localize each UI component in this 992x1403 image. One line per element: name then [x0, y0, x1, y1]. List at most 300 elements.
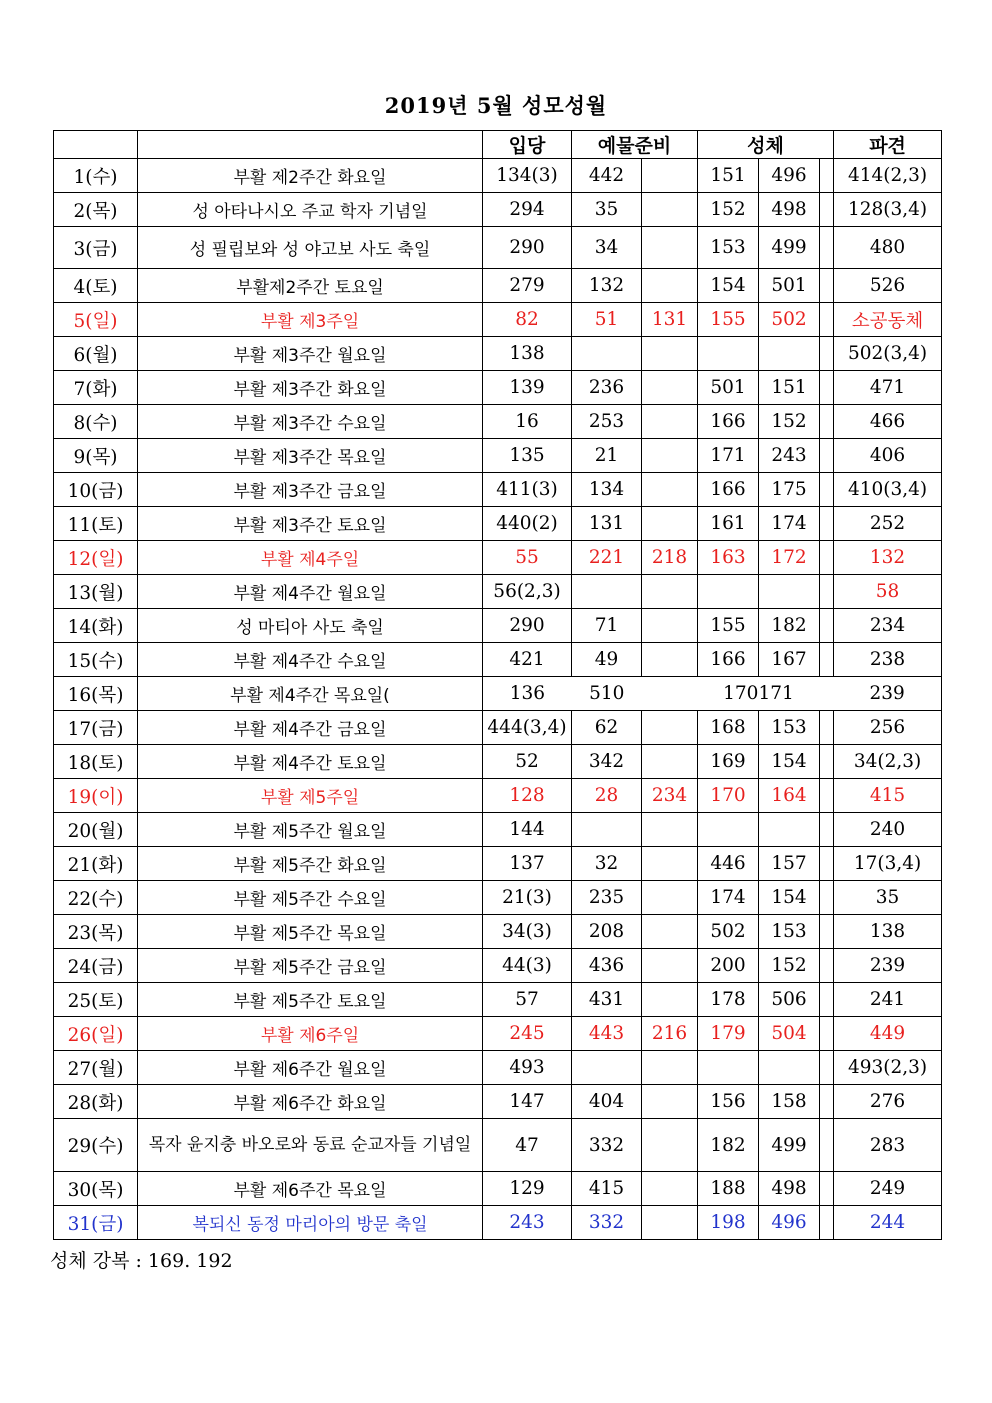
cell-name: 부활 제3주간 금요일 [138, 473, 483, 507]
cell-pagyeon: 471 [834, 371, 942, 405]
cell-seongche-2: 502 [759, 303, 820, 337]
cell-seongche-2: 243 [759, 439, 820, 473]
cell-yemul-2 [642, 1206, 698, 1240]
cell-yemul-2: 131 [642, 303, 698, 337]
cell-ipdang: 444(3,4) [483, 711, 572, 745]
cell-seongche-2: 172 [759, 541, 820, 575]
cell-seongche-2: 151 [759, 371, 820, 405]
cell-day: 23(목) [54, 915, 138, 949]
cell-seongche-2: 153 [759, 915, 820, 949]
cell-yemul-2 [642, 227, 698, 269]
cell-g: 239 [869, 683, 905, 704]
cell-seongche-2 [759, 337, 820, 371]
cell-ipdang: 44(3) [483, 949, 572, 983]
cell-pagyeon: 138 [834, 915, 942, 949]
cell-yemul-2 [642, 643, 698, 677]
cell-name: 부활 제3주간 목요일 [138, 439, 483, 473]
cell-ipdang: 245 [483, 1017, 572, 1051]
cell-pagyeon: 256 [834, 711, 942, 745]
cell-seongche-2: 175 [759, 473, 820, 507]
hymn-schedule-table [53, 130, 942, 1240]
cell-day: 13(월) [54, 575, 138, 609]
cell-yemul-2 [642, 1051, 698, 1085]
cell-yemul-1: 49 [572, 643, 642, 677]
cell-seongche-2: 496 [759, 159, 820, 193]
cell-name: 목자 윤지충 바오로와 동료 순교자들 기념일 [138, 1119, 483, 1172]
cell-yemul-2: 216 [642, 1017, 698, 1051]
cell-yemul-2: 218 [642, 541, 698, 575]
cell-seongche-1: 155 [698, 303, 759, 337]
cell-spacer [820, 303, 834, 337]
table-row [54, 847, 942, 881]
cell-name: 부활 제4주간 토요일 [138, 745, 483, 779]
cell-yemul-1: 332 [572, 1206, 642, 1240]
cell-yemul-1: 134 [572, 473, 642, 507]
cell-pagyeon: 35 [834, 881, 942, 915]
table-row [54, 575, 942, 609]
cell-ipdang: 411(3) [483, 473, 572, 507]
cell-pagyeon: 414(2,3) [834, 159, 942, 193]
table-row [54, 711, 942, 745]
table-row [54, 609, 942, 643]
cell-spacer [820, 779, 834, 813]
cell-spacer [820, 439, 834, 473]
cell-pagyeon: 17(3,4) [834, 847, 942, 881]
cell-yemul-1: 221 [572, 541, 642, 575]
cell-seongche-2: 499 [759, 227, 820, 269]
cell-yemul-2: 234 [642, 779, 698, 813]
cell-pagyeon: 249 [834, 1172, 942, 1206]
cell-ipdang: 279 [483, 269, 572, 303]
cell-name: 부활 제4주간 목요일( [138, 677, 483, 711]
cell-ipdang: 421 [483, 643, 572, 677]
cell-day: 1(수) [54, 159, 138, 193]
cell-yemul-1: 208 [572, 915, 642, 949]
cell-merged-values [483, 677, 942, 711]
cell-name: 부활 제3주간 월요일 [138, 337, 483, 371]
table-row [54, 1206, 942, 1240]
cell-pagyeon: 132 [834, 541, 942, 575]
cell-name: 부활 제5주간 수요일 [138, 881, 483, 915]
cell-ipdang: 129 [483, 1172, 572, 1206]
cell-ipdang: 56(2,3) [483, 575, 572, 609]
cell-spacer [820, 507, 834, 541]
cell-spacer [820, 609, 834, 643]
cell-seongche-1 [698, 575, 759, 609]
table-row [54, 303, 942, 337]
cell-spacer [820, 1206, 834, 1240]
cell-name: 부활제2주간 토요일 [138, 269, 483, 303]
cell-ipdang: 243 [483, 1206, 572, 1240]
cell-pagyeon: 283 [834, 1119, 942, 1172]
cell-seongche-1: 166 [698, 405, 759, 439]
cell-yemul-2 [642, 609, 698, 643]
cell-b: 510 [589, 683, 625, 704]
cell-a: 136 [509, 683, 546, 704]
cell-spacer [820, 1051, 834, 1085]
cell-pagyeon: 244 [834, 1206, 942, 1240]
cell-name: 부활 제5주일 [138, 779, 483, 813]
cell-seongche-2: 504 [759, 1017, 820, 1051]
cell-pagyeon: 240 [834, 813, 942, 847]
table-row [54, 159, 942, 193]
cell-seongche-1: 151 [698, 159, 759, 193]
cell-day: 25(토) [54, 983, 138, 1017]
cell-yemul-2 [642, 949, 698, 983]
cell-seongche-1: 502 [698, 915, 759, 949]
cell-ipdang: 138 [483, 337, 572, 371]
cell-pagyeon: 480 [834, 227, 942, 269]
cell-ipdang: 128 [483, 779, 572, 813]
cell-pagyeon: 234 [834, 609, 942, 643]
cell-seongche-2: 182 [759, 609, 820, 643]
cell-spacer [820, 1172, 834, 1206]
cell-name: 부활 제4주간 금요일 [138, 711, 483, 745]
cell-day: 14(화) [54, 609, 138, 643]
cell-ipdang: 16 [483, 405, 572, 439]
cell-name: 부활 제5주간 목요일 [138, 915, 483, 949]
cell-yemul-1: 436 [572, 949, 642, 983]
cell-spacer [820, 269, 834, 303]
table-row [54, 337, 942, 371]
cell-day: 30(목) [54, 1172, 138, 1206]
cell-yemul-2 [642, 473, 698, 507]
cell-name: 부활 제6주간 월요일 [138, 1051, 483, 1085]
footer-note: 성체 강복 : 169. 192 [50, 1250, 233, 1272]
cell-yemul-1: 21 [572, 439, 642, 473]
cell-seongche-2: 174 [759, 507, 820, 541]
cell-yemul-1: 332 [572, 1119, 642, 1172]
cell-day: 21(화) [54, 847, 138, 881]
cell-name: 부활 제3주간 수요일 [138, 405, 483, 439]
table-row [54, 1017, 942, 1051]
cell-spacer [820, 881, 834, 915]
cell-yemul-1: 342 [572, 745, 642, 779]
cell-seongche-2: 153 [759, 711, 820, 745]
table-row [54, 541, 942, 575]
cell-seongche-1: 155 [698, 609, 759, 643]
cell-spacer [820, 371, 834, 405]
cell-spacer [820, 847, 834, 881]
table-row [54, 405, 942, 439]
cell-spacer [820, 1017, 834, 1051]
cell-day: 3(금) [54, 227, 138, 269]
cell-yemul-2 [642, 1172, 698, 1206]
cell-ipdang: 55 [483, 541, 572, 575]
cell-ipdang: 493 [483, 1051, 572, 1085]
cell-pagyeon: 493(2,3) [834, 1051, 942, 1085]
table-row [54, 779, 942, 813]
cell-yemul-2 [642, 159, 698, 193]
cell-seongche-2 [759, 813, 820, 847]
cell-seongche-1: 169 [698, 745, 759, 779]
cell-ipdang: 290 [483, 227, 572, 269]
cell-name: 부활 제4주일 [138, 541, 483, 575]
cell-name: 복되신 동정 마리아의 방문 축일 [138, 1206, 483, 1240]
cell-seongche-2: 154 [759, 881, 820, 915]
cell-seongche-1: 182 [698, 1119, 759, 1172]
cell-seongche-1: 152 [698, 193, 759, 227]
cell-yemul-2 [642, 371, 698, 405]
cell-seongche-2 [759, 1051, 820, 1085]
cell-pagyeon: 276 [834, 1085, 942, 1119]
cell-seongche-1: 168 [698, 711, 759, 745]
cell-yemul-2 [642, 1119, 698, 1172]
cell-yemul-1: 71 [572, 609, 642, 643]
cell-spacer [820, 337, 834, 371]
cell-yemul-1 [572, 813, 642, 847]
cell-seongche-1: 163 [698, 541, 759, 575]
cell-spacer [820, 405, 834, 439]
cell-yemul-2 [642, 507, 698, 541]
cell-name: 부활 제5주간 토요일 [138, 983, 483, 1017]
cell-yemul-2 [642, 983, 698, 1017]
cell-name: 부활 제5주간 금요일 [138, 949, 483, 983]
cell-yemul-1: 443 [572, 1017, 642, 1051]
cell-seongche-2: 152 [759, 405, 820, 439]
table-row [54, 983, 942, 1017]
header-row [54, 131, 942, 159]
cell-day: 24(금) [54, 949, 138, 983]
cell-yemul-1: 28 [572, 779, 642, 813]
header-ipdang: 입당 [483, 131, 572, 159]
cell-seongche-1: 171 [698, 439, 759, 473]
cell-ipdang: 135 [483, 439, 572, 473]
cell-d: 170 [723, 683, 759, 704]
header-name [138, 131, 483, 159]
cell-yemul-1: 32 [572, 847, 642, 881]
cell-yemul-2 [642, 847, 698, 881]
cell-ipdang: 47 [483, 1119, 572, 1172]
cell-yemul-1 [572, 1051, 642, 1085]
cell-spacer [820, 227, 834, 269]
cell-yemul-2 [642, 915, 698, 949]
cell-pagyeon: 34(2,3) [834, 745, 942, 779]
cell-day: 15(수) [54, 643, 138, 677]
cell-day: 12(일) [54, 541, 138, 575]
header-day [54, 131, 138, 159]
cell-yemul-2 [642, 337, 698, 371]
cell-seongche-2: 154 [759, 745, 820, 779]
cell-pagyeon: 128(3,4) [834, 193, 942, 227]
table-row [54, 507, 942, 541]
cell-yemul-1: 235 [572, 881, 642, 915]
cell-seongche-1: 198 [698, 1206, 759, 1240]
cell-yemul-2 [642, 1085, 698, 1119]
cell-spacer [820, 159, 834, 193]
cell-name: 부활 제4주간 수요일 [138, 643, 483, 677]
cell-name: 부활 제3주간 토요일 [138, 507, 483, 541]
cell-day: 7(화) [54, 371, 138, 405]
cell-seongche-1: 166 [698, 473, 759, 507]
cell-spacer [820, 1085, 834, 1119]
cell-pagyeon: 502(3,4) [834, 337, 942, 371]
cell-ipdang: 52 [483, 745, 572, 779]
cell-yemul-2 [642, 711, 698, 745]
cell-day: 29(수) [54, 1119, 138, 1172]
cell-yemul-1: 404 [572, 1085, 642, 1119]
table-row [54, 473, 942, 507]
table-row [54, 193, 942, 227]
cell-name: 부활 제6주간 목요일 [138, 1172, 483, 1206]
table-row [54, 269, 942, 303]
cell-pagyeon: 241 [834, 983, 942, 1017]
cell-name: 성 필립보와 성 야고보 사도 축일 [138, 227, 483, 269]
cell-seongche-2: 496 [759, 1206, 820, 1240]
cell-name: 부활 제5주간 월요일 [138, 813, 483, 847]
cell-day: 22(수) [54, 881, 138, 915]
cell-spacer [820, 915, 834, 949]
cell-yemul-1 [572, 337, 642, 371]
cell-seongche-1: 188 [698, 1172, 759, 1206]
cell-seongche-1: 170 [698, 779, 759, 813]
table-row [54, 371, 942, 405]
cell-seongche-2: 499 [759, 1119, 820, 1172]
cell-ipdang: 294 [483, 193, 572, 227]
cell-seongche-1 [698, 337, 759, 371]
cell-spacer [820, 473, 834, 507]
cell-name: 부활 제4주간 월요일 [138, 575, 483, 609]
cell-yemul-1: 132 [572, 269, 642, 303]
cell-seongche-1: 179 [698, 1017, 759, 1051]
header-pagyeon: 파견 [834, 131, 942, 159]
cell-yemul-1 [572, 575, 642, 609]
cell-day: 16(목) [54, 677, 138, 711]
cell-seongche-1: 174 [698, 881, 759, 915]
cell-seongche-2: 167 [759, 643, 820, 677]
cell-e: 171 [758, 683, 794, 704]
cell-ipdang: 144 [483, 813, 572, 847]
cell-seongche-1: 446 [698, 847, 759, 881]
cell-name: 부활 제6주간 화요일 [138, 1085, 483, 1119]
cell-yemul-1: 442 [572, 159, 642, 193]
cell-day: 19(이) [54, 779, 138, 813]
cell-yemul-1: 51 [572, 303, 642, 337]
cell-name: 부활 제2주간 화요일 [138, 159, 483, 193]
cell-seongche-2: 506 [759, 983, 820, 1017]
cell-yemul-1: 415 [572, 1172, 642, 1206]
cell-yemul-1: 253 [572, 405, 642, 439]
cell-spacer [820, 813, 834, 847]
cell-pagyeon: 466 [834, 405, 942, 439]
cell-seongche-1: 156 [698, 1085, 759, 1119]
cell-spacer [820, 1119, 834, 1172]
cell-seongche-1: 178 [698, 983, 759, 1017]
cell-seongche-2 [759, 575, 820, 609]
cell-yemul-2 [642, 193, 698, 227]
cell-day: 10(금) [54, 473, 138, 507]
cell-seongche-2: 164 [759, 779, 820, 813]
cell-yemul-2 [642, 745, 698, 779]
cell-yemul-2 [642, 269, 698, 303]
table-row [54, 949, 942, 983]
cell-yemul-1: 62 [572, 711, 642, 745]
cell-yemul-1: 431 [572, 983, 642, 1017]
table-row [54, 439, 942, 473]
cell-ipdang: 290 [483, 609, 572, 643]
table-row [54, 745, 942, 779]
cell-pagyeon: 239 [834, 949, 942, 983]
cell-day: 5(일) [54, 303, 138, 337]
cell-day: 27(월) [54, 1051, 138, 1085]
table-row [54, 1119, 942, 1172]
cell-seongche-1: 161 [698, 507, 759, 541]
cell-spacer [820, 949, 834, 983]
cell-seongche-1: 166 [698, 643, 759, 677]
cell-seongche-1: 501 [698, 371, 759, 405]
cell-day: 31(금) [54, 1206, 138, 1240]
cell-seongche-2: 157 [759, 847, 820, 881]
cell-name: 성 마티아 사도 축일 [138, 609, 483, 643]
cell-pagyeon: 415 [834, 779, 942, 813]
cell-pagyeon: 58 [834, 575, 942, 609]
table-row [54, 1172, 942, 1206]
cell-pagyeon: 449 [834, 1017, 942, 1051]
page-title: 2019년 5월 성모성월 [384, 93, 608, 118]
cell-seongche-1: 153 [698, 227, 759, 269]
cell-ipdang: 134(3) [483, 159, 572, 193]
cell-pagyeon: 410(3,4) [834, 473, 942, 507]
cell-seongche-1: 154 [698, 269, 759, 303]
cell-pagyeon: 소공동체 [834, 303, 942, 337]
cell-seongche-2: 158 [759, 1085, 820, 1119]
cell-ipdang: 137 [483, 847, 572, 881]
cell-spacer [820, 193, 834, 227]
cell-day: 9(목) [54, 439, 138, 473]
cell-name: 부활 제3주간 화요일 [138, 371, 483, 405]
table-row [54, 677, 942, 711]
cell-day: 18(토) [54, 745, 138, 779]
cell-day: 20(월) [54, 813, 138, 847]
cell-pagyeon: 406 [834, 439, 942, 473]
cell-name: 부활 제3주일 [138, 303, 483, 337]
cell-ipdang: 82 [483, 303, 572, 337]
cell-day: 2(목) [54, 193, 138, 227]
table-row [54, 915, 942, 949]
cell-ipdang: 440(2) [483, 507, 572, 541]
cell-ipdang: 139 [483, 371, 572, 405]
header-yemul: 예물준비 [572, 131, 698, 159]
cell-spacer [820, 575, 834, 609]
cell-seongche-1 [698, 1051, 759, 1085]
cell-yemul-1: 34 [572, 227, 642, 269]
cell-spacer [820, 643, 834, 677]
cell-day: 28(화) [54, 1085, 138, 1119]
table-row [54, 227, 942, 269]
cell-name: 부활 제6주일 [138, 1017, 483, 1051]
table-row [54, 1085, 942, 1119]
header-seongche: 성체 [698, 131, 834, 159]
cell-yemul-1: 131 [572, 507, 642, 541]
cell-day: 11(토) [54, 507, 138, 541]
cell-name: 부활 제5주간 화요일 [138, 847, 483, 881]
cell-seongche-1: 200 [698, 949, 759, 983]
cell-day: 8(수) [54, 405, 138, 439]
cell-seongche-2: 152 [759, 949, 820, 983]
cell-yemul-2 [642, 575, 698, 609]
cell-spacer [820, 745, 834, 779]
cell-spacer [820, 983, 834, 1017]
cell-seongche-1 [698, 813, 759, 847]
cell-yemul-2 [642, 881, 698, 915]
cell-ipdang: 57 [483, 983, 572, 1017]
cell-yemul-1: 236 [572, 371, 642, 405]
cell-day: 4(토) [54, 269, 138, 303]
cell-name: 성 아타나시오 주교 학자 기념일 [138, 193, 483, 227]
table-row [54, 813, 942, 847]
cell-yemul-1: 35 [572, 193, 642, 227]
cell-ipdang: 147 [483, 1085, 572, 1119]
